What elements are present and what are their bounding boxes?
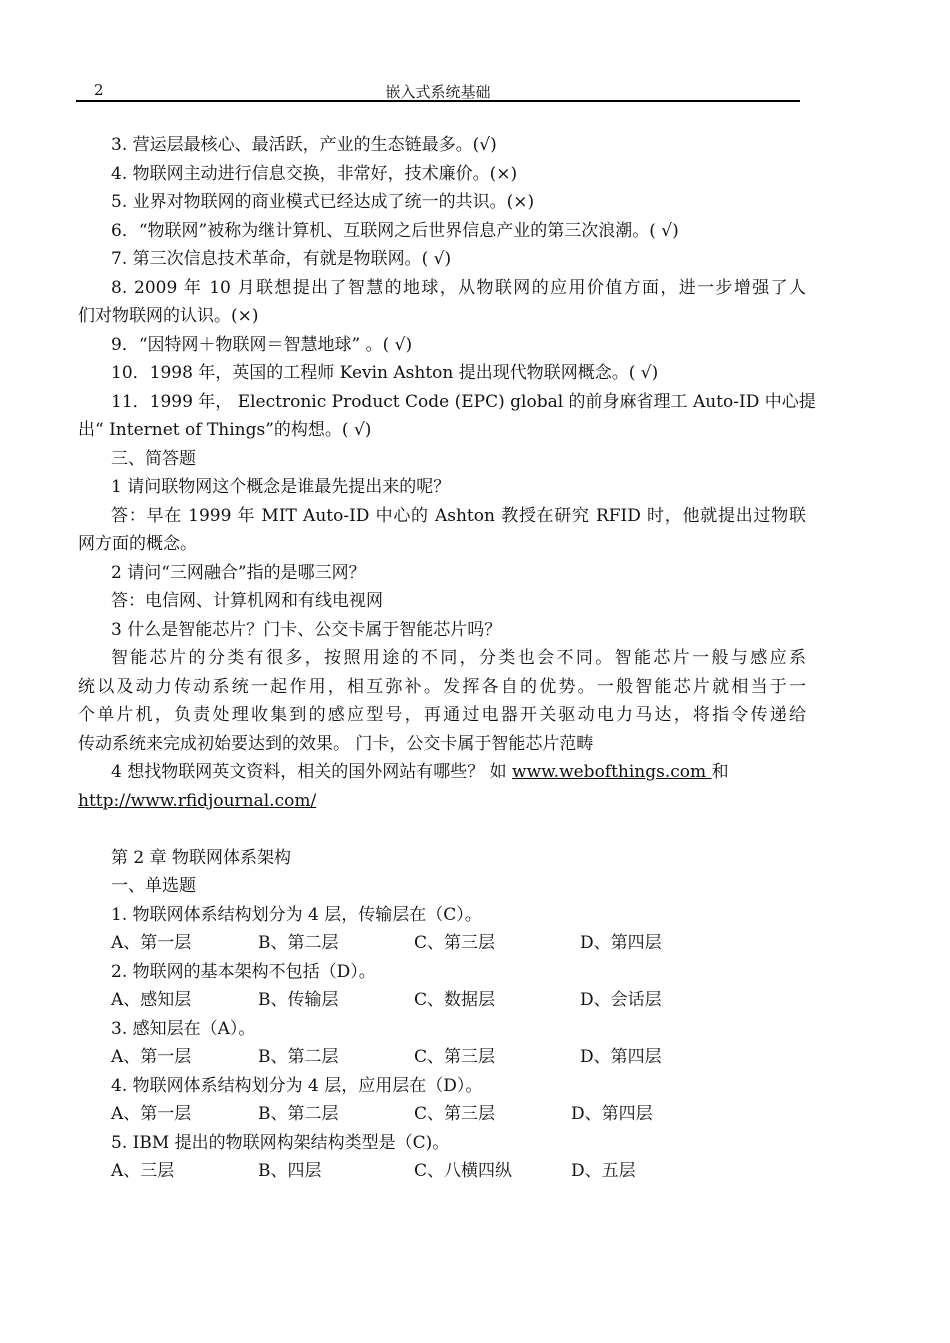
question-4-and: 和 <box>711 762 729 782</box>
mcq-option: C、第三层 <box>414 1047 496 1067</box>
question-1: 1 请问联物网这个概念是谁最先提出来的呢？ <box>111 477 451 497</box>
question-3: 3 什么是智能芯片？门卡、公交卡属于智能芯片吗？ <box>111 619 502 640</box>
page-number: 2 <box>94 81 104 99</box>
page-content <box>78 131 816 1186</box>
judge-item-10: 10．1998 年，英国的工程师 Kevin Ashton 提出现代物联网概念。( √) <box>111 363 659 383</box>
section-title-short-answer: 三、简答题 <box>111 448 196 469</box>
mcq-options <box>78 986 806 1015</box>
question-4-text: 4 想找物联网英文资料，相关的国外网站有哪些？ 如 <box>111 762 513 782</box>
section-title-single-choice: 一、单选题 <box>111 876 196 896</box>
answer-3-line: 统以及动力传动系统一起作用，相互弥补。发挥各自的优势。一般智能芯片就相当于一 <box>78 676 806 697</box>
judge-item-11-line2: 出“ Internet of Things”的构想。( √) <box>78 420 372 440</box>
mcq-option: C、数据层 <box>414 990 496 1010</box>
mcq-question: 2. 物联网的基本架构不包括（D）。 <box>111 961 376 982</box>
answer-3-line: 智能芯片的分类有很多，按照用途的不同，分类也会不同。智能芯片一般与感应系 <box>111 648 806 668</box>
mcq-options <box>78 1157 806 1186</box>
mcq-question: 5. IBM 提出的物联网构架结构类型是（C)。 <box>111 1132 450 1153</box>
answer-3-line: 传动系统来完成初始要达到的效果。 门卡，公交卡属于智能芯片范畴 <box>78 733 594 754</box>
judge-item: 3. 营运层最核心、最活跃，产业的生态链最多。(√) <box>111 135 497 155</box>
link-webofthings[interactable]: www.webofthings.com <box>512 762 712 782</box>
mcq-option: A、第一层 <box>111 1047 192 1067</box>
judge-item: 7. 第三次信息技术革命，有就是物联网。( √) <box>111 249 452 269</box>
mcq-option: A、感知层 <box>111 990 192 1010</box>
link-rfidjournal[interactable]: http://www.rfidjournal.com/ <box>78 790 317 811</box>
judge-item: 6．“物联网”被称为继计算机、互联网之后世界信息产业的第三次浪潮。( √) <box>111 220 679 241</box>
judge-item-11-line1: 11．1999 年， Electronic Product Code (EPC) global 的前身麻省理工 Auto-ID 中心提 <box>111 391 816 412</box>
answer-3-line: 个单片机，负责处理收集到的感应型号，再通过电器开关驱动电力马达，将指令传递给 <box>78 705 806 725</box>
mcq-option: B、第二层 <box>258 1104 339 1124</box>
mcq-option: B、第二层 <box>258 933 339 953</box>
judge-item: 4. 物联网主动进行信息交换，非常好，技术廉价。(×) <box>111 163 518 184</box>
mcq-option: A、三层 <box>111 1161 175 1181</box>
mcq-option: C、第三层 <box>414 1104 496 1124</box>
mcq-options <box>78 1100 806 1129</box>
mcq-option: A、第一层 <box>111 933 192 953</box>
mcq-question: 1. 物联网体系结构划分为 4 层，传输层在（C）。 <box>111 904 482 925</box>
mcq-question: 4. 物联网体系结构划分为 4 层，应用层在（D）。 <box>111 1075 483 1096</box>
mcq-option: D、五层 <box>571 1161 636 1181</box>
mcq-option: C、八横四纵 <box>414 1161 513 1181</box>
question-4 <box>78 758 806 787</box>
answer-2: 答：电信网、计算机网和有线电视网 <box>111 591 383 611</box>
header-title: 嵌入式系统基础 <box>385 83 491 101</box>
judge-item-8-line1: 8. 2009 年 10 月联想提出了智慧的地球，从物联网的应用价值方面，进一步增强了人 <box>111 277 806 298</box>
mcq-option: D、第四层 <box>580 933 662 953</box>
mcq-option: D、第四层 <box>571 1104 653 1124</box>
judge-item: 5. 业界对物联网的商业模式已经达成了统一的共识。(×) <box>111 192 535 212</box>
answer-1-line1: 答：早在 1999 年 MIT Auto-ID 中心的 Ashton 教授在研究 RFID 时，他就提出过物联 <box>111 505 806 526</box>
mcq-option: B、四层 <box>258 1161 322 1181</box>
mcq-option: B、传输层 <box>258 990 339 1010</box>
mcq-option: D、第四层 <box>580 1047 662 1067</box>
mcq-question: 3. 感知层在（A）。 <box>111 1018 256 1039</box>
judge-item-9: 9．“因特网＋物联网＝智慧地球” 。( √) <box>111 334 413 355</box>
mcq-option: C、第三层 <box>414 933 496 953</box>
question-4-link-line <box>78 787 806 816</box>
chapter-title: 第 2 章 物联网体系架构 <box>111 847 292 868</box>
question-2: 2 请问“三网融合”指的是哪三网？ <box>111 562 366 583</box>
mcq-option: D、会话层 <box>580 990 662 1010</box>
spacer <box>78 815 806 844</box>
mcq-option: A、第一层 <box>111 1104 192 1124</box>
mcq-options <box>78 929 806 958</box>
mcq-option: B、第二层 <box>258 1047 339 1067</box>
answer-1-line2: 网方面的概念。 <box>78 534 197 554</box>
judge-item-8-line2: 们对物联网的认识。(×) <box>78 306 259 326</box>
page-header <box>76 78 800 102</box>
mcq-options <box>78 1043 806 1072</box>
